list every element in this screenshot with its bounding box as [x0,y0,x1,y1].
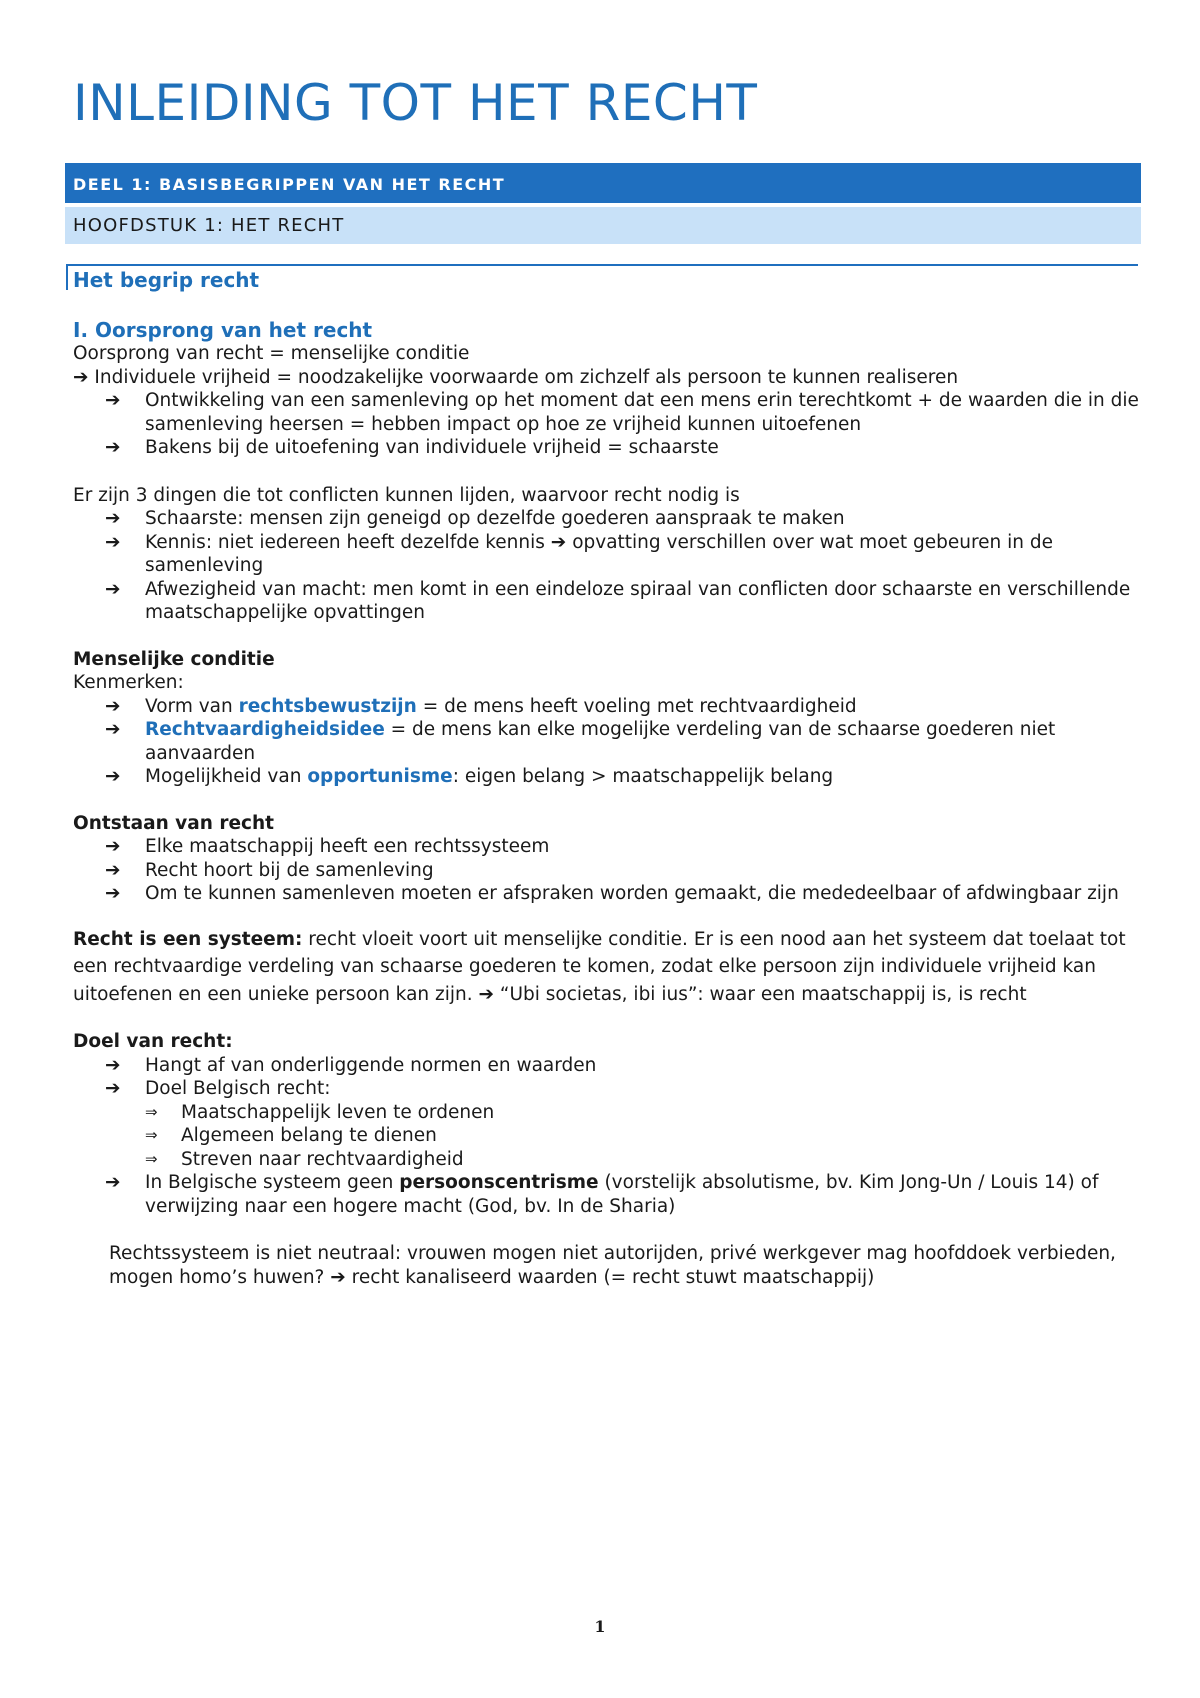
chapter-heading-bar: HOOFDSTUK 1: HET RECHT [65,207,1141,244]
arrow-icon: ➔ [105,390,121,411]
list-item-text: Bakens bij de uitoefening van individuele vrijheid = schaarste [145,437,719,458]
sublist-item [145,1124,1143,1148]
doel-sublist [145,1101,1143,1172]
arrow-icon: ➔ [105,766,121,787]
list-item [105,1171,1143,1218]
list-item [105,765,1143,789]
list-item-text: = de mens kan elke mogelijke verdeling van de schaarse goederen niet aanvaarden [145,719,1056,764]
arrow-icon: ➔ [105,531,121,553]
heading-begrip-recht: Het begrip recht [73,268,260,292]
neutraal-paragraph [73,1242,1143,1289]
list-item-text: Om te kunnen samenleven moeten er afspraken worden gemaakt, die mededeelbaar of afdwingbaar zijn [145,883,1119,904]
list-item-text: Schaarste: mensen zijn geneigd op dezelfde goederen aanspraak te maken [145,508,845,529]
heading-oorsprong: I. Oorsprong van het recht [73,318,373,342]
arrow-icon: ➔ [105,1172,121,1193]
section-rule [66,264,1138,266]
list-item [105,531,1143,578]
arrow-icon: ➔ [105,883,121,904]
document-title: INLEIDING TOT HET RECHT [73,74,758,132]
term-persoonscentrisme: persoonscentrisme [399,1172,599,1193]
sublist-item-text: Streven naar rechtvaardigheid [181,1148,464,1170]
list-item-text: Elke maatschappij heeft een rechtssysteem [145,836,550,857]
arrow-icon: ➔ [105,1054,121,1076]
paragraph-text: Rechtssysteem is niet neutraal: vrouwen mogen niet autorijden, privé werkgever mag hoofddoek verbieden, mogen homo’s huwen? [109,1243,1116,1288]
list-item [105,718,1143,765]
page-number: 1 [594,1617,606,1636]
term-rechtvaardigheidsidee: Rechtvaardigheidsidee [145,719,385,740]
paragraph-text: recht vloeit voort uit menselijke conditie. Er is een nood aan het systeem dat toelaat tot een rechtvaardige verdeling van schaarse goederen te komen, zodat elke persoon zijn individuele vrijheid kan uitoefenen en een unieke persoon kan zijn. [73,928,1126,1005]
list-item-text: Vorm van [145,695,239,717]
arrow-icon: ➔ [105,578,121,600]
list-item-text: Kennis: niet iedereen heeft dezelfde kennis [145,531,545,553]
kenmerken-label: Kenmerken: [73,672,184,693]
list-item-text: Mogelijkheid van [145,766,308,787]
arrow-icon: ➔ [105,508,121,529]
arrow-icon: ➔ [105,719,121,740]
doel-list [73,1054,1143,1219]
list-item [105,1077,1143,1171]
document-body [73,268,1143,1289]
list-item-text: Afwezigheid van macht: men komt in een eindeloze spiraal van conflicten door schaarste en verschillende maatschappelijke opvattingen [145,578,1131,623]
list-item-text: = de mens heeft voeling met rechtvaardigheid [416,695,857,717]
list-item [105,389,1143,436]
list-item-text: Ontwikkeling van een samenleving op het moment dat een mens erin terechtkomt + de waarden die in die samenleving heersen = hebben impact op hoe ze vrijheid kunnen uitoefenen [145,390,1139,435]
arrow-icon: ➔ [105,1078,121,1099]
list-item [105,436,1143,460]
arrow-icon: ➔ [105,836,121,857]
paragraph-lead: Recht is een systeem: [73,928,303,950]
sublist-item [145,1101,1143,1125]
list-item [105,578,1143,625]
term-opportunisme: opportunisme [307,766,453,787]
kenmerken-list [73,695,1143,789]
paragraph-text: recht kanaliseerd waarden (= recht stuwt maatschappij) [345,1266,875,1288]
arrow-icon: ➔ [105,859,121,881]
list-item [105,695,1143,719]
oorsprong-line-2-text: Individuele vrijheid = noodzakelijke voorwaarde om zichzelf als persoon te kunnen realiseren [94,366,959,388]
double-arrow-icon: ⇒ [145,1102,158,1121]
arrow-icon: ➔ [105,695,121,717]
sublist-item [145,1148,1143,1172]
term-rechtsbewustzijn: rechtsbewustzijn [238,695,417,717]
arrow-icon: ➔ [550,531,567,553]
list-item-text: : eigen belang > maatschappelijk belang [452,766,834,787]
section-rule-tick [66,264,68,290]
list-item-text: (vorstelijk absolutisme, bv. Kim Jong-Un / Louis 14) of verwijzing naar een hogere macht (God, bv. In de Sharia) [145,1172,1099,1217]
arrow-icon: ➔ [73,366,89,388]
arrow-icon: ➔ [330,1266,346,1288]
conflict-intro: Er zijn 3 dingen die tot conflicten kunnen lijden, waarvoor recht nodig is [73,484,740,506]
oorsprong-line-2 [73,366,1143,390]
ontstaan-list [73,835,1143,906]
arrow-icon: ➔ [105,437,121,458]
heading-doel: Doel van recht: [73,1031,233,1052]
sublist-item-text: Maatschappelijk leven te ordenen [181,1101,495,1123]
list-item [105,507,1143,531]
arrow-icon: ➔ [478,983,495,1005]
list-item-text: Doel Belgisch recht: [145,1078,331,1099]
list-item-text: Hangt af van onderliggende normen en waarden [145,1054,597,1076]
list-item-text: In Belgische systeem geen [145,1172,400,1193]
oorsprong-list [73,389,1143,460]
double-arrow-icon: ⇒ [145,1149,158,1168]
paragraph-quote: “Ubi societas, ibi ius”: waar een maatschappij is, is recht [494,983,1027,1005]
list-item-text: Recht hoort bij de samenleving [145,859,434,881]
recht-systeem-paragraph [73,926,1143,1009]
part-heading-bar: DEEL 1: BASISBEGRIPPEN VAN HET RECHT [65,163,1141,203]
heading-menselijke-conditie: Menselijke conditie [73,648,275,670]
heading-ontstaan: Ontstaan van recht [73,812,274,834]
double-arrow-icon: ⇒ [145,1126,158,1144]
oorsprong-line-1: Oorsprong van recht = menselijke conditie [73,343,470,364]
sublist-item-text: Algemeen belang te dienen [181,1125,437,1146]
list-item [105,859,1143,883]
list-item [105,1054,1143,1078]
list-item-text: opvatting verschillen over wat moet gebeuren in de samenleving [145,531,1054,576]
list-item [105,882,1143,906]
conflict-list [73,507,1143,625]
list-item [105,835,1143,859]
